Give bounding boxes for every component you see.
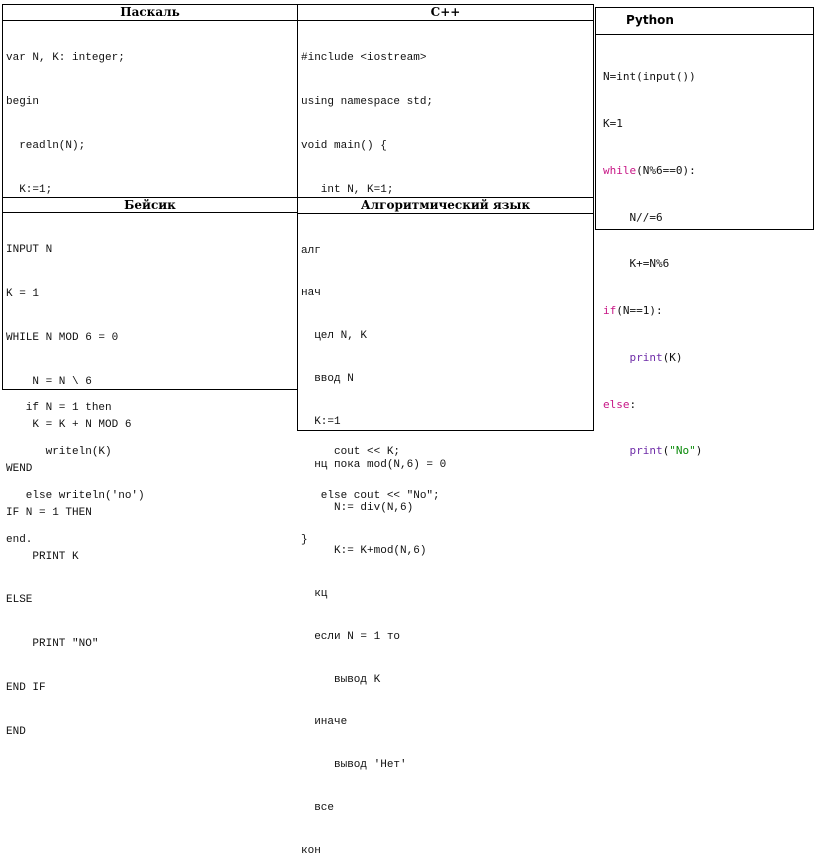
code-line: все — [301, 802, 335, 815]
code-line — [603, 256, 702, 272]
code-line: writeln(K) — [6, 446, 112, 459]
builtin: print — [629, 444, 663, 458]
code-line: else cout << "No"; — [301, 490, 440, 502]
basic-title: Бейсик — [3, 198, 297, 213]
code-line: using namespace std; — [301, 95, 434, 108]
algo-title: Алгоритмический язык — [298, 198, 593, 214]
code-line: IF N = 1 THEN — [6, 506, 92, 519]
code-line: N = N \ 6 — [6, 375, 92, 388]
code-line: K:=1 — [301, 416, 341, 429]
code-line — [603, 303, 702, 319]
code-text: N=int(input()) — [603, 70, 696, 84]
code-line — [603, 397, 702, 413]
algo-code — [301, 215, 446, 868]
code-line: if N = 1 then — [6, 402, 112, 415]
code-text: (K) — [662, 350, 683, 364]
code-line — [603, 69, 702, 85]
code-line: var N, K: integer; — [6, 52, 125, 65]
keyword: while — [603, 163, 637, 177]
code-text: N//=6 — [603, 210, 663, 224]
basic-code — [6, 214, 131, 769]
code-line: end. — [6, 533, 33, 546]
code-line: K = K + N MOD 6 — [6, 419, 132, 432]
code-line: K:=1; — [6, 183, 53, 196]
code-line: алг — [301, 244, 321, 257]
code-text: (N==1): — [616, 304, 663, 318]
code-line: PRINT "NO" — [6, 638, 99, 651]
code-line — [603, 210, 702, 226]
code-line: кц — [301, 587, 328, 600]
code-line: вывод K — [301, 673, 381, 686]
code-line: нц пока mod(N,6) = 0 — [301, 459, 447, 472]
code-text: K+=N%6 — [603, 257, 670, 271]
code-line: else writeln('no') — [6, 490, 145, 502]
code-line: WEND — [6, 463, 33, 476]
cpp-title: C++ — [298, 5, 593, 21]
code-line: вывод 'Нет' — [301, 759, 407, 772]
code-line: если N = 1 то — [301, 630, 401, 643]
code-line: cout << K; — [301, 446, 401, 459]
code-line: INPUT N — [6, 244, 53, 257]
code-line — [603, 443, 702, 459]
pascal-title: Паскаль — [3, 5, 297, 21]
code-line: begin — [6, 95, 40, 108]
keyword: else — [603, 397, 630, 411]
string-literal: "No" — [669, 444, 696, 458]
code-line: END IF — [6, 682, 46, 694]
code-line: ввод N — [301, 373, 354, 386]
code-line: N:= div(N,6) — [301, 501, 414, 514]
code-line: PRINT K — [6, 550, 79, 563]
code-text: ) — [695, 444, 703, 458]
code-line — [603, 350, 702, 366]
code-text: ( — [662, 444, 670, 458]
code-line: нач — [301, 287, 321, 300]
code-line — [603, 163, 702, 179]
builtin: print — [629, 350, 663, 364]
code-line: иначе — [301, 716, 348, 729]
code-line: ELSE — [6, 594, 33, 607]
code-line: END — [6, 725, 26, 738]
code-line — [603, 116, 702, 132]
code-line: K = 1 — [6, 287, 40, 300]
python-panel — [595, 7, 814, 458]
code-line: int N, K=1; — [301, 183, 394, 196]
code-line: #include <iostream> — [301, 52, 427, 65]
python-title: Python — [596, 8, 813, 35]
keyword: if — [603, 304, 617, 318]
code-text: : — [629, 397, 637, 411]
code-line: кон — [301, 845, 321, 858]
python-code — [603, 38, 702, 490]
code-text: K=1 — [603, 116, 623, 130]
code-line: цел N, K — [301, 330, 368, 343]
code-line: K:= K+mod(N,6) — [301, 544, 427, 557]
code-line: void main() { — [301, 139, 387, 152]
code-line: readln(N); — [6, 139, 86, 152]
code-line: WHILE N MOD 6 = 0 — [6, 331, 119, 344]
code-text: (N%6==0): — [636, 163, 696, 177]
code-line: } — [301, 533, 308, 546]
